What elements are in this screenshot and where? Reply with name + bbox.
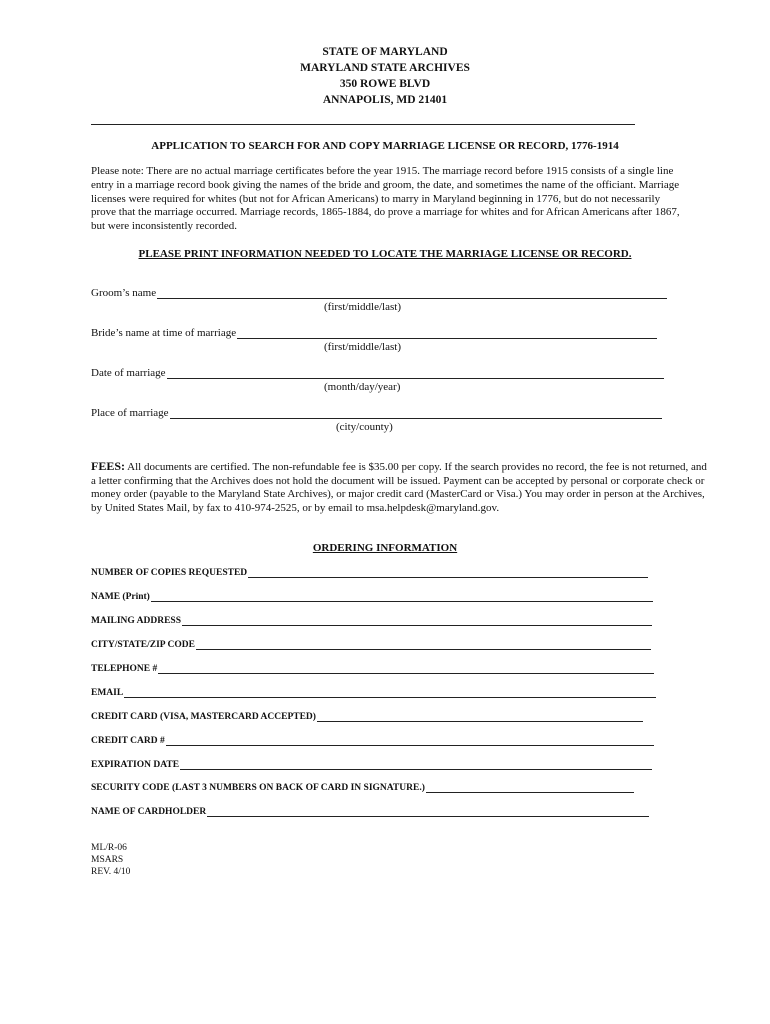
cardholder-name-field xyxy=(91,807,649,817)
header-state: STATE OF MARYLAND xyxy=(322,46,448,58)
header-archives: MARYLAND STATE ARCHIVES xyxy=(300,62,470,74)
header-street: 350 ROWE BLVD xyxy=(339,78,431,90)
card-number-input[interactable] xyxy=(166,736,654,746)
fees-paragraph xyxy=(91,460,711,515)
mailing-address-label: MAILING ADDRESS xyxy=(91,616,182,626)
ordering-heading: ORDERING INFORMATION xyxy=(312,542,458,554)
card-number-field xyxy=(91,736,654,746)
telephone-field xyxy=(91,664,654,674)
mailing-address-field xyxy=(91,616,652,626)
copies-field xyxy=(91,568,648,578)
bride-name-label: Bride’s name at time of marriage xyxy=(91,327,237,339)
credit-card-type-label: CREDIT CARD (VISA, MASTERCARD ACCEPTED) xyxy=(91,712,316,722)
telephone-input[interactable] xyxy=(158,664,654,674)
bride-name-hint: (first/middle/last) xyxy=(324,341,401,353)
marriage-date-input[interactable] xyxy=(167,368,664,379)
marriage-date-label: Date of marriage xyxy=(91,367,166,379)
expiration-date-field xyxy=(91,760,652,770)
bride-name-field xyxy=(91,327,657,339)
form-title: APPLICATION TO SEARCH FOR AND COPY MARRIAGE LICENSE OR RECORD, 1776-1914 xyxy=(151,140,619,152)
mailing-address-input[interactable] xyxy=(182,616,652,626)
name-input[interactable] xyxy=(151,592,653,602)
copies-label: NUMBER OF COPIES REQUESTED xyxy=(91,568,248,578)
security-code-label: SECURITY CODE (LAST 3 NUMBERS ON BACK OF CARD IN SIGNATURE.) xyxy=(91,783,425,793)
email-input[interactable] xyxy=(124,688,656,698)
marriage-place-label: Place of marriage xyxy=(91,407,169,419)
marriage-date-field xyxy=(91,367,664,379)
agency-header xyxy=(0,44,770,108)
credit-card-type-field xyxy=(91,712,643,722)
telephone-label: TELEPHONE # xyxy=(91,664,158,674)
name-label: NAME (Print) xyxy=(91,592,150,602)
groom-name-field xyxy=(91,287,667,299)
marriage-place-field xyxy=(91,407,662,419)
form-code-line3: REV. 4/10 xyxy=(91,867,131,877)
header-city: ANNAPOLIS, MD 21401 xyxy=(322,94,448,106)
note-paragraph: Please note: There are no actual marriage certificates before the year 1915. The marriage record before 1915 consists of a single line entry in a marriage record book giving the names of the bride and groom, the date, and sometimes the name of the officiant. Marriage licenses were required for whites (but not for African Americans) to marry in Maryland beginning in 1776, but do not necessarily prove that the marriage occurred. Marriage records, 1865-1884, do prove a marriage for whites and for African Americans after 1867, but were inconsistently recorded. xyxy=(91,165,680,233)
city-state-zip-field xyxy=(91,640,651,650)
groom-name-hint: (first/middle/last) xyxy=(324,301,401,313)
print-instruction: PLEASE PRINT INFORMATION NEEDED TO LOCATE THE MARRIAGE LICENSE OR RECORD. xyxy=(138,248,632,260)
fees-label: FEES: xyxy=(91,459,126,473)
groom-name-label: Groom’s name xyxy=(91,287,157,299)
name-field xyxy=(91,592,653,602)
city-state-zip-label: CITY/STATE/ZIP CODE xyxy=(91,640,195,650)
bride-name-input[interactable] xyxy=(237,328,657,339)
email-label: EMAIL xyxy=(91,688,124,698)
form-code-line1: ML/R-06 xyxy=(91,843,127,853)
expiration-date-label: EXPIRATION DATE xyxy=(91,760,180,770)
marriage-place-hint: (city/county) xyxy=(336,421,393,433)
fees-text: All documents are certified. The non-refundable fee is $35.00 per copy. If the search provides no record, the fee is not returned, and a letter confirming that the Archives does not hold the document will be issued. Payment can be accepted by personal or corporate check or money order (payable to the Maryland State Archives), or major credit card (MasterCard or Visa.) You may order in person at the Archives, by United States Mail, by fax to 410-974-2525, or by email to msa.helpdesk@maryland.gov. xyxy=(91,461,707,514)
card-number-label: CREDIT CARD # xyxy=(91,736,165,746)
form-code-line2: MSARS xyxy=(91,855,124,865)
credit-card-type-input[interactable] xyxy=(317,712,643,722)
security-code-field xyxy=(91,783,634,793)
header-divider xyxy=(91,124,635,125)
marriage-date-hint: (month/day/year) xyxy=(324,381,401,393)
marriage-place-input[interactable] xyxy=(170,408,662,419)
expiration-date-input[interactable] xyxy=(180,760,652,770)
security-code-input[interactable] xyxy=(426,783,634,793)
copies-input[interactable] xyxy=(248,568,648,578)
groom-name-input[interactable] xyxy=(157,288,667,299)
email-field xyxy=(91,688,656,698)
cardholder-name-input[interactable] xyxy=(207,807,649,817)
cardholder-name-label: NAME OF CARDHOLDER xyxy=(91,807,207,817)
city-state-zip-input[interactable] xyxy=(196,640,651,650)
form-code xyxy=(91,842,130,878)
